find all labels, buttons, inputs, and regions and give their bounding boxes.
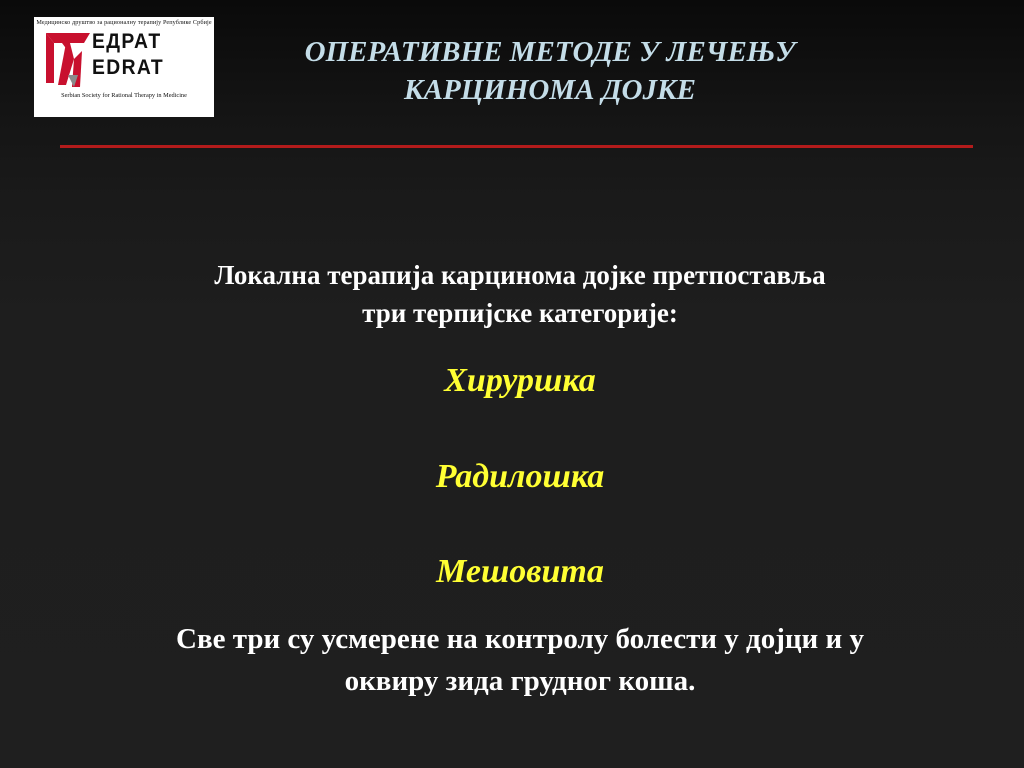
summary-line-1: Све три су усмерене на контролу болести у дојци и у: [176, 623, 864, 655]
logo-society-name-english: Serbian Society for Rational Therapy in Medicine: [61, 92, 187, 99]
slide-title: [230, 33, 870, 109]
category-mixed: Мешовита: [436, 553, 604, 590]
summary-line-2: оквиру зида грудног коша.: [344, 665, 696, 697]
intro-line-2: три терпијске категорије:: [362, 298, 678, 328]
intro-line-1: Локална терапија карцинома дојке претпоставља: [214, 260, 826, 290]
summary-text: [60, 618, 980, 702]
logo-society-name: Медицинско друштво за рационалну терапију Републике Србије: [36, 19, 212, 26]
category-radiological: Радилошка: [435, 458, 605, 495]
title-divider: [60, 145, 973, 148]
intro-text: [60, 256, 980, 332]
category-surgical: Хируршка: [444, 362, 596, 399]
medrat-logo: [34, 17, 214, 117]
slide-title-line-1: ОПЕРАТИВНЕ МЕТОДЕ У ЛЕЧЕЊУ: [304, 36, 796, 68]
logo-word-cyrillic: ЕДРАТ: [92, 30, 162, 53]
logo-word-latin: EDRAT: [92, 56, 165, 79]
logo-mark: [44, 29, 204, 91]
slide-title-line-2: КАРЦИНОМА ДОЈКЕ: [404, 74, 696, 106]
